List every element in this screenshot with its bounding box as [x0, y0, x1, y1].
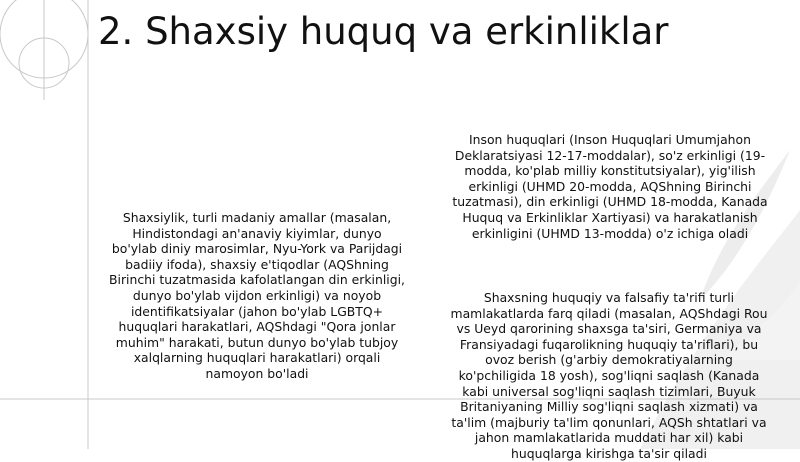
right-top-text-block: Inson huquqlari (Inson Huquqlari Umumjahon Deklaratsiyasi 12-17-moddalar), so'z erkinligi (19-modda, ko'plab milliy konstitutsiyalar), yig'ilish erkinligi (UHMD 20-modda, AQShning Birinchi tuzatmasi), din erkinligi (UHMD 18-modda, Kanada Huquq va Erkinliklar Xartiyasi) va harakatlanish erkinligini (UHMD 13-modda) o'z ichiga oladi [452, 132, 768, 241]
right-bottom-text-block: Shaxsning huquqiy va falsafiy ta'rifi turli mamlakatlarda farq qiladi (masalan, AQShdagi Rou vs Ueyd qarorining shaxsga ta'siri, Germaniya va Fransiyadagi fuqarolikning huquqiy ta'riflari), bu ovoz berish (g'arbiy demokratiyalarning ko'pchiligida 18 yosh), sog'liqni saqlash (Kanada kabi universal sog'liqni saqlash tizimlari, Buyuk Britaniyaning Milliy sog'liqni saqlash xizmati) va ta'lim (majburiy ta'lim qonunlari, AQSh shtatlari va jahon mamlakatlarida muddati har xil) kabi huquqlarga kirishga ta'sir qiladi [450, 290, 768, 461]
page-title: 2. Shaxsiy huquq va erkinliklar [98, 10, 669, 53]
left-text-block: Shaxsiylik, turli madaniy amallar (masalan, Hindistondagi an'anaviy kiyimlar, dunyo bo'ylab diniy marosimlar, Nyu-York va Parijdagi badiiy ifoda), shaxsiy e'tiqodlar (AQShning Birinchi tuzatmasida kafolatlangan din erkinligi, dunyo bo'ylab vijdon erkinligi) va noyob identifikatsiyalar (jahon bo'ylab LGBTQ+ huquqlari harakatlari, AQShdagi "Qora jonlar muhim" harakati, butun dunyo bo'ylab tubjoy xalqlarning huquqlari harakatlari) orqali namoyon bo'ladi [109, 210, 405, 381]
